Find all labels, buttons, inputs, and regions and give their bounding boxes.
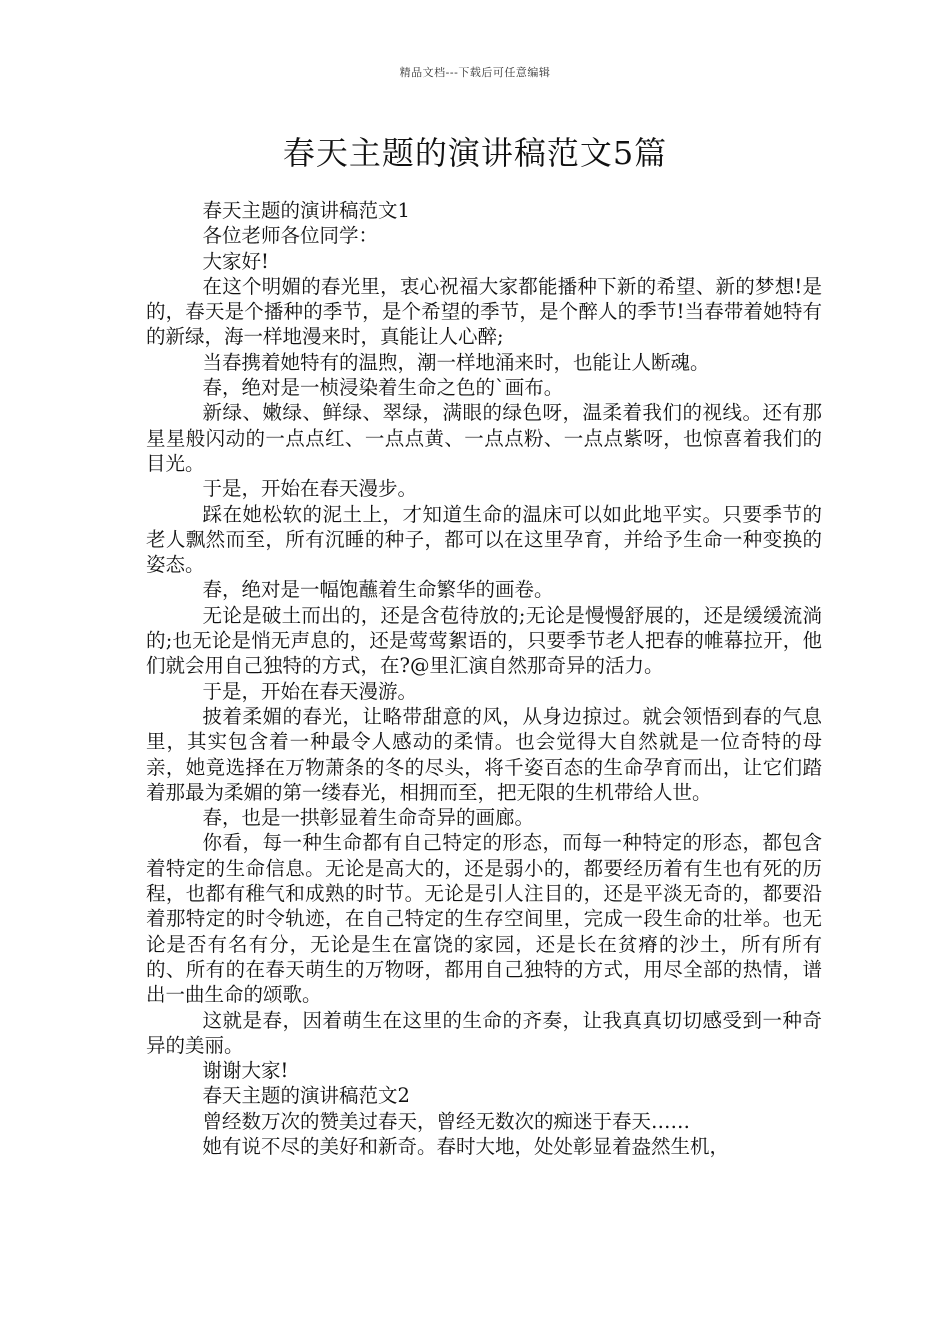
paragraph: 这就是春，因着萌生在这里的生命的齐奏，让我真真切切感受到一种奇异的美丽。 [146, 1008, 822, 1057]
paragraph: 曾经数万次的赞美过春天，曾经无数次的痴迷于春天…… [202, 1109, 691, 1133]
paragraph: 各位老师各位同学： [202, 224, 379, 248]
document-title: 春天主题的演讲稿范文5篇 [282, 134, 668, 172]
paragraph: 在这个明媚的春光里，衷心祝福大家都能播种下新的希望、新的梦想!是的，春天是个播种的季节，是个希望的季节，是个醉人的季节!当春带着她特有的新绿，海一样地漫来时，真能让人心醉; [146, 274, 822, 349]
paragraph: 披着柔媚的春光，让略带甜意的风，从身边掠过。就会领悟到春的气息里，其实包含着一种最令人感动的柔情。也会觉得大自然就是一位奇特的母亲，她竟选择在万物萧条的冬的尽头，将千姿百态的生命孕育而出，让它们踏着那最为柔媚的第一缕春光，相拥而至，把无限的生机带给人世。 [146, 704, 822, 804]
paragraph: 你看，每一种生命都有自己特定的形态，而每一种特定的形态，都包含着特定的生命信息。无论是高大的，还是弱小的，都要经历着有生也有死的历程，也都有稚气和成熟的时节。无论是引人注目的，还是平淡无奇的，都要沿着那特定的时令轨迹，在自己特定的生存空间里，完成一段生命的壮举。也无论是否有名有分，无论是生在富饶的家园，还是长在贫瘠的沙土，所有所有的、所有的在春天萌生的万物呀，都用自己独特的方式，用尽全部的热情，谱出一曲生命的颂歌。 [146, 831, 822, 1007]
header-note: 精品文档---下载后可任意编辑 [399, 66, 551, 79]
paragraph: 春天主题的演讲稿范文1 [202, 199, 410, 222]
paragraph: 于是，开始在春天漫游。 [202, 679, 418, 703]
paragraph: 春，绝对是一桢浸染着生命之色的`画布。 [202, 376, 564, 400]
paragraph: 当春携着她特有的温煦，潮一样地涌来时，也能让人断魂。 [202, 350, 710, 374]
paragraph: 春，也是一拱彰显着生命奇异的画廊。 [202, 806, 535, 830]
paragraph: 于是，开始在春天漫步。 [202, 477, 418, 501]
paragraph: 春，绝对是一幅饱蘸着生命繁华的画卷。 [202, 578, 554, 602]
paragraph: 春天主题的演讲稿范文2 [202, 1084, 410, 1108]
paragraph: 谢谢大家! [202, 1059, 289, 1083]
paragraph: 大家好! [202, 249, 269, 273]
paragraph: 她有说不尽的美好和新奇。春时大地，处处彰显着盎然生机， [202, 1134, 730, 1158]
document-body [146, 198, 822, 1159]
paragraph: 新绿、嫩绿、鲜绿、翠绿，满眼的绿色呀，温柔着我们的视线。还有那星星般闪动的一点点红、一点点黄、一点点粉、一点点紫呀，也惊喜着我们的目光。 [146, 401, 822, 475]
paragraph: 踩在她松软的泥土上，才知道生命的温床可以如此地平实。只要季节的老人飘然而至，所有沉睡的种子，都可以在这里孕育，并给予生命一种变换的姿态。 [146, 502, 822, 577]
paragraph: 无论是破土而出的，还是含苞待放的;无论是慢慢舒展的，还是缓缓流淌的;也无论是悄无声息的，还是莺莺絮语的，只要季节老人把春的帷幕拉开，他们就会用自己独特的方式，在?@里汇演自然那奇异的活力。 [146, 603, 822, 678]
